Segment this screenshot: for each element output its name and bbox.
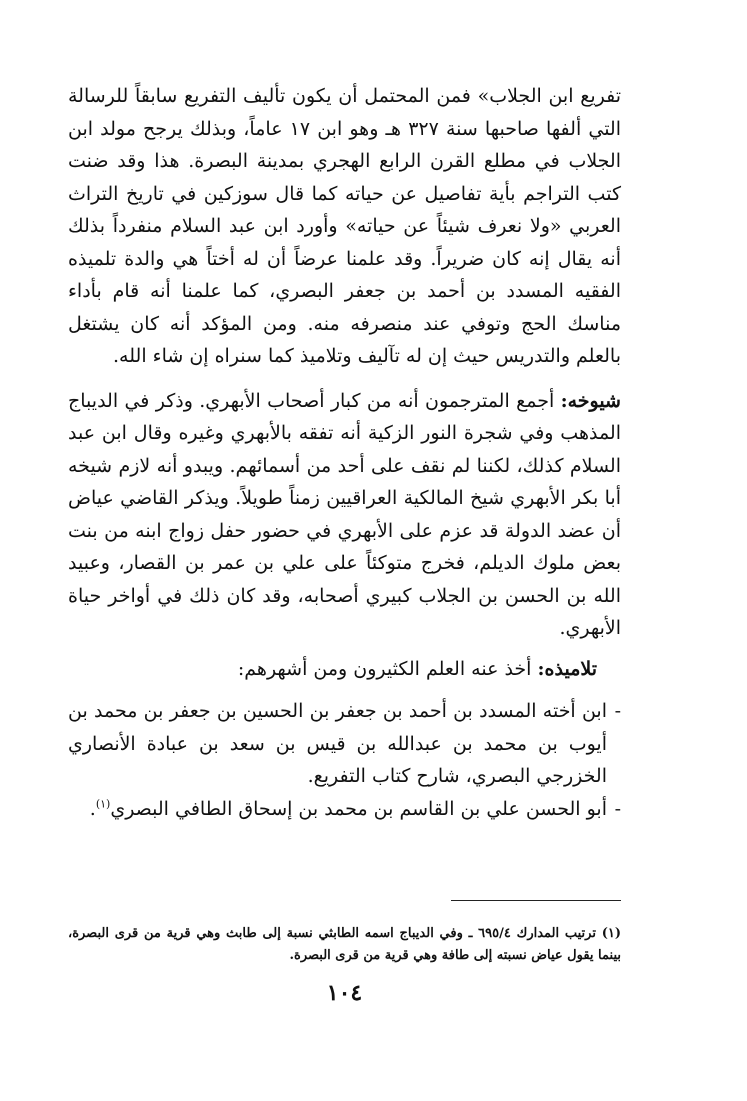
- shuyukh-text: أجمع المترجمون أنه من كبار أصحاب الأبهري. وذكر في الديباج المذهب وفي شجرة النور الزكية أنه تفقه بالأبهري وغيره وقال ابن عبد السلام كذلك، لكننا لم نقف على أحد من أسمائهم. ويبدو أنه لازم شيخه أبا بكر الأبهري شيخ المالكية العراقيين زمناً طويلاً. ويذكر القاضي عياض أن عضد الدولة قد عزم على الأبهري في حضور حفل زواج ابنه من بنت بعض ملوك الديلم، فخرج متوكئاً على علي بن عمر بن القصار، وعبيد الله بن الحسن بن الجلاب كبيري أصحابه، وقد كان ذلك في أواخر حياة الأبهري.: [68, 389, 621, 639]
- list-item: [68, 793, 621, 826]
- shuyukh-heading: شيوخه:: [560, 389, 621, 412]
- page-number: ١٠٤: [326, 980, 363, 1006]
- trailing-period: .: [89, 797, 96, 820]
- student-text: أبو الحسن علي بن القاسم بن محمد بن إسحاق الطافي البصري: [110, 797, 607, 820]
- students-intro: [68, 653, 621, 686]
- students-intro-text: أخذ عنه العلم الكثيرون ومن أشهرهم:: [237, 657, 532, 680]
- student-text: ابن أخته المسدد بن أحمد بن جعفر بن الحسين بن جعفر بن محمد بن أيوب بن محمد بن عبدالله بن قيس بن سعد بن عبادة الأنصاري الخزرجي البصري، شارح كتاب التفريع.: [68, 700, 607, 787]
- intro-paragraph: تفريع ابن الجلاب» فمن المحتمل أن يكون تأليف التفريع سابقاً للرسالة التي ألفها صاحبها سنة ٣٢٧ هـ وهو ابن ١٧ عاماً، وبذلك يرجح مولد ابن الجلاب في مطلع القرن الرابع الهجري بمدينة البصرة. هذا وقد ضنت كتب التراجم بأية تفاصيل عن حياته كما قال سوزكين في تاريخ التراث العربي «ولا نعرف شيئاً عن حياته» وأورد ابن عبد السلام منفرداً بذلك أنه يقال إنه كان ضريراً. وقد علمنا عرضاً أن له أختاً هي والدة تلميذه الفقيه المسدد بن أحمد بن جعفر البصري، كما علمنا أنه قام بأداء مناسك الحج وتوفي عند منصرفه منه. ومن المؤكد أنه كان يشتغل بالعلم والتدريس حيث إن له تآليف وتلاميذ كما سنراه إن شاء الله.: [68, 85, 621, 367]
- document-page: [68, 80, 621, 1080]
- student-list: [68, 695, 621, 825]
- shuyukh-paragraph: [68, 385, 621, 645]
- footnote-divider: [451, 900, 621, 901]
- footnote: (١) ترتيب المدارك ٦٩٥/٤ ـ وفي الديباج اسمه الطابثي نسبة إلى طابث وهي قرية من قرى البصرة، بينما يقول عياض نسبته إلى طافة وهي قرية من قرى البصرة.: [68, 926, 621, 963]
- footnote-marker[interactable]: (١): [95, 797, 111, 811]
- students-heading: تلاميذه:: [537, 657, 597, 680]
- list-item: [68, 695, 621, 793]
